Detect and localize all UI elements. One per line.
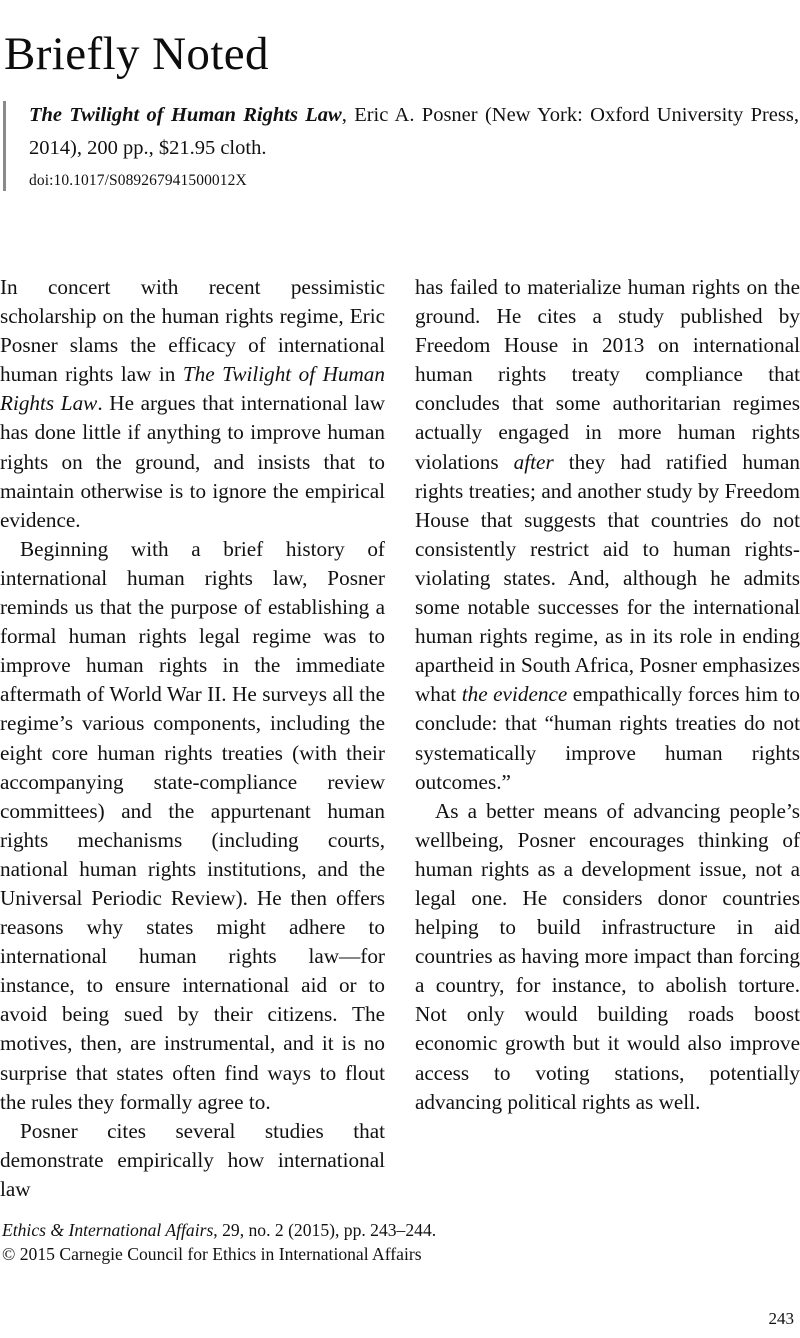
body-column-left xyxy=(0,273,385,1204)
footer-journal-title: Ethics & International Affairs xyxy=(2,1220,214,1240)
citation-details: , Eric A. Posner (New York: Oxford University Press, 2014), 200 pp., $21.95 cloth. xyxy=(29,104,799,159)
body-column-right xyxy=(415,273,800,1117)
citation-side-rule xyxy=(3,101,6,191)
page-title: Briefly Noted xyxy=(4,28,269,81)
emphasized-text: after xyxy=(513,449,554,474)
citation-text xyxy=(29,99,799,165)
body-text: As a better means of advancing people’s wellbeing, Posner encourages thinking of human rights as a development issue, not a legal one. He considers donor countries helping to build infrastructure in aid countries as having more impact than forcing a country, for instance, to abolish torture. Not only would building roads boost economic growth but it would also improve access to voting stations, potentially advancing political rights as well. xyxy=(415,798,800,1114)
footer-citation xyxy=(2,1218,602,1266)
left_column-paragraph xyxy=(0,1117,385,1204)
right_column-paragraph xyxy=(415,273,800,797)
emphasized-text: the evidence xyxy=(461,682,568,707)
footer-journal-line xyxy=(2,1218,602,1242)
left_column-paragraph xyxy=(0,535,385,1117)
page-number: 243 xyxy=(768,1309,794,1328)
citation-book-title: The Twilight of Human Rights Law xyxy=(29,104,342,126)
body-text: empathically forces him to conclude: that “human rights treaties do not systematically improve human rights outcomes.” xyxy=(415,682,800,794)
body-text: . He argues that international law has done little if anything to improve human rights on the ground, and insists that to maintain otherwise is to ignore the empirical evidence. xyxy=(0,391,385,532)
citation-body xyxy=(29,99,800,191)
footer-copyright: © 2015 Carnegie Council for Ethics in International Affairs xyxy=(2,1244,422,1264)
body-text: In concert with recent pessimistic scholarship on the human rights regime, Eric Posner slams the efficacy of international human rights law in xyxy=(0,275,385,387)
emphasized-text: The Twilight of Human Rights Law xyxy=(0,362,385,416)
footer-journal-issue: , 29, no. 2 (2015), pp. 243–244. xyxy=(213,1220,437,1240)
body-text: has failed to materialize human rights on the ground. He cites a study published by Freedom House in 2013 on international human rights treaty compliance that concludes that some authoritarian regimes actually engaged in more human rights violations xyxy=(415,275,800,474)
left_column-paragraph xyxy=(0,273,385,535)
article-body xyxy=(0,273,800,1201)
body-text: Beginning with a brief history of international human rights law, Posner reminds us that the purpose of establishing a formal human rights legal regime was to improve human rights in the immediate aftermath of World War II. He surveys all the regime’s various components, including the eight core human rights treaties (with their accompanying state-compliance review committees) and the appurtenant human rights mechanisms (including courts, national human rights institutions, and the Universal Periodic Review). He then offers reasons why states might adhere to international human rights law—for instance, to ensure international aid or to avoid being sued by their citizens. The motives, then, are instrumental, and it is no surprise that states often find ways to flout the rules they formally agree to. xyxy=(0,536,385,1114)
body-text: they had ratified human rights treaties; and another study by Freedom House that suggests that countries do not consistently restrict aid to human rights-violating states. And, although he admits some notable successes for the international human rights regime, as in its role in ending apartheid in South Africa, Posner emphasizes what xyxy=(415,449,800,707)
right_column-paragraph xyxy=(415,797,800,1117)
body-text: Posner cites several studies that demonstrate empirically how international law xyxy=(0,1118,385,1201)
doi-text: doi:10.1017/S089267941500012X xyxy=(29,172,247,189)
